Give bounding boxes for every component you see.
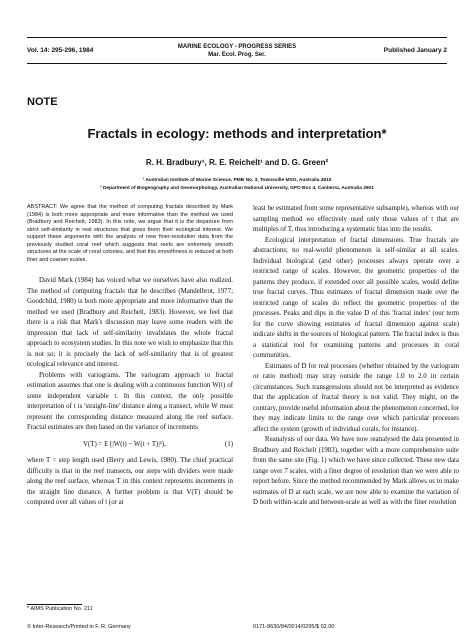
copyright-line: © Inter-Research/Printed in F. R. Germany: [27, 624, 131, 630]
journal-name: [178, 43, 296, 59]
issn-line: 0171-8630/84/0014/0295/$ 02.00: [253, 624, 335, 630]
right-column: [253, 204, 459, 509]
paragraph-ecological-interpretation: Ecological interpretation of fractal dimensions. True fractals are abstractions; no real-world phenomenon is self-similar at all scales. Individual biological (and other) processes always operate over a restricted range of scales. However, the geometric properties of the patterns they produce, if extended over all possible scales, would define true fractal curves. Thus estimates of fractal dimension made over the restricted range of scales do reflect the geometric properties of the processes. Peaks and dips in the value D of this 'fractal index' (our term for the curve showing estimates of fractal dimension against scale) indicate shifts in the sources of biological pattern. The fractal index is thus a statistical tool for examining patterns and processes in coral communities.: [253, 236, 459, 359]
journal-line-1: MARINE ECOLOGY - PROGRESS SERIES: [177, 43, 297, 50]
equation-text: V(T) = E [|W(t) − W(t + T)|²),: [83, 440, 166, 448]
paragraph-variograms: Problems with variograms. The variogram approach to fractal estimation assumes that one is dealing with a continuous function W(t) of some independent variable t. In this context, the only possible interpretation of t is 'straight-line' distance along a transect, while W must represent the corresponding distance measured along the reef surface. Fractal estimates are then based on the variance of increments: [27, 371, 233, 431]
paragraph-reanalysis: Reanalysis of our data. We have now reanalysed the data presented in Bradbury and Reichelt (1983), together with a more comprehensive suite from the same site (Fig. 1) which we have since collected. These new data range over 7 scales, with a finer degree of resolution than we were able to report before. Since the method recommended by Mark allows us to make estimates of D at each scale, we are now able to examine the variation of D both within-scale and between-scale as well as with the finer resolution: [253, 436, 459, 506]
paragraph-estimates: Estimates of D for real processes (whether obtained by the variogram or ratio method) may stray outside the range 1.0 to 2.0 in certain circumstances. Such transgressions should not be interpreted as evidence that the application of fractal theory is not valid. They might, on the contrary, provide useful information about the phenomenon concerned, for they may indicate limits to the range over which particular processes affect the system (growth of individual corals, for instance).: [253, 362, 459, 433]
affiliation-1: ¹ Australian Institute of Marine Science, PMB No. 3, Townsville MSO, Australia 4810: [142, 178, 332, 183]
equation-1: [27, 440, 233, 451]
journal-line-2: Mar. Ecol. Prog. Ser.: [208, 51, 266, 58]
article-title: Fractals in ecology: methods and interpretation*: [87, 126, 387, 141]
note-label: NOTE: [27, 96, 58, 108]
journal-header: [27, 37, 447, 64]
volume-info: Vol. 14: 295-296, 1984: [27, 47, 94, 54]
paragraph-after-equation: where T = step length used (Berry and Lewis, 1980). The chief practical difficulty is that in the reef transects, our steps with dividers were made along the reef surface, whereas T in this context represents increments in the straight line distance. A further problem is that V(T) should be computed over all values of t (or at: [27, 457, 233, 506]
equation-number: (1): [224, 440, 233, 448]
left-column: [27, 204, 233, 509]
paragraph-continued: least be estimated from some representative subsample), whereas with our sampling method we effectively used only those values of t that are multiples of T, thus introducing a systematic bias into the results.: [253, 205, 459, 233]
footnote: * AIMS Publication No. 211: [27, 606, 93, 612]
footnote-divider: [27, 604, 82, 605]
affiliation-2: ² Department of Biogeography and Geomorphology, Australian National University, GPO Box 4, Canberra, Australia 2601: [100, 186, 374, 191]
author-list: R. H. Bradbury¹, R. E. Reichelt¹ and D. G. Green²: [145, 158, 329, 167]
publication-date: Published January 2: [383, 47, 447, 54]
abstract: ABSTRACT: We agree that the method of computing fractals described by Mark (1984) is both more appropriate and more informative than the method we used (Bradbury and Reichelt, 1983). In this note, we argue that it is the departure from strict self-similarity in real structures that gives them their ecological interest. We support these arguments with the analysis of new finer-resolution data from the previously studied coral reef which suggests that reefs are extremely smooth structures at the scale of coral colonies, and that this smoothness is reduced at both finer and coarser scales.: [27, 204, 233, 263]
paragraph-intro: David Mark (1984) has voiced what we ourselves have also realized. The method of computing fractals that he describes (Mandelbrot, 1977; Goodchild, 1980) is both more appropriate and more informative than the method we used (Bradbury and Reichelt, 1983). However, we feel that there is a risk that Mark's discussion may leave some readers with the impression that lack of self-similarity invalidates the whole fractal approach to ecosystem studies. In this note we wish to emphasize that this is not so; it is precisely the lack of self-similarity that is of greatest ecological relevance and interest.: [27, 277, 233, 368]
